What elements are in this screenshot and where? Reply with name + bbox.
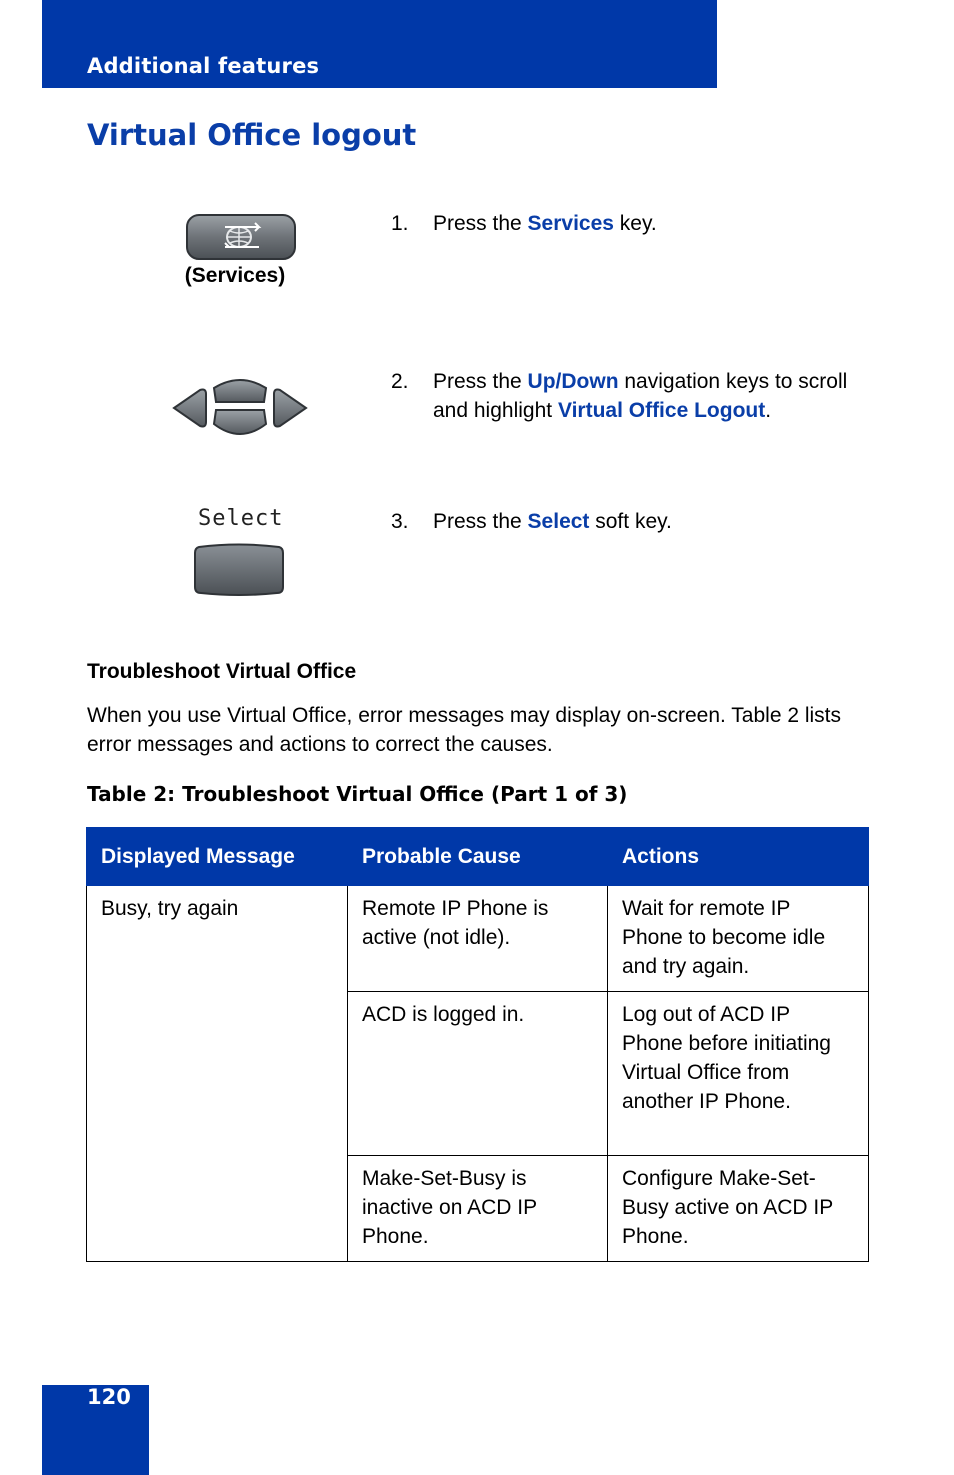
services-key-label: (Services) — [184, 264, 286, 287]
column-header: Actions — [608, 828, 869, 886]
probable-cause-cell: Remote IP Phone is active (not idle). — [348, 886, 608, 992]
step-key-name: Services — [527, 212, 614, 235]
page-title: Virtual Office logout — [87, 118, 417, 152]
probable-cause-cell: ACD is logged in. — [348, 992, 608, 1156]
table-caption: Table 2: Troubleshoot Virtual Office (Part 1 of 3) — [87, 782, 628, 806]
step-text-mid: navigation keys to scroll and highlight — [433, 370, 848, 422]
step-text-pre: Press the — [433, 212, 528, 235]
step-3 — [391, 507, 861, 536]
step-key-name: Up/Down — [527, 370, 619, 393]
column-header: Displayed Message — [87, 828, 348, 886]
select-soft-key-icon — [193, 543, 285, 602]
services-key-icon — [185, 213, 297, 266]
column-header: Probable Cause — [348, 828, 608, 886]
step-key-name: Select — [527, 510, 590, 533]
step-text-post: . — [765, 399, 772, 422]
table-header-row — [87, 828, 869, 886]
step-2 — [391, 367, 861, 425]
section-title: Additional features — [87, 54, 320, 78]
troubleshoot-intro: When you use Virtual Office, error messages may display on-screen. Table 2 lists error messages and actions to correct the causes. — [87, 704, 842, 756]
page-number: 120 — [87, 1385, 131, 1409]
step-text-pre: Press the — [433, 510, 528, 533]
step-text-post: soft key. — [589, 510, 672, 533]
table-row — [87, 886, 869, 992]
step-1 — [391, 209, 861, 238]
displayed-message-cell: Busy, try again — [87, 886, 348, 1262]
select-soft-key-label: Select — [198, 506, 284, 531]
action-cell: Configure Make-Set-Busy active on ACD IP Phone. — [608, 1156, 869, 1262]
header-bar — [42, 0, 717, 88]
troubleshoot-heading: Troubleshoot Virtual Office — [87, 660, 357, 683]
navigation-keys-icon — [170, 374, 310, 445]
step-number: 1. — [391, 212, 409, 235]
step-number: 3. — [391, 510, 409, 533]
troubleshoot-table — [86, 827, 869, 1262]
probable-cause-cell: Make-Set-Busy is inactive on ACD IP Phone. — [348, 1156, 608, 1262]
action-cell: Wait for remote IP Phone to become idle and try again. — [608, 886, 869, 992]
step-text-pre: Press the — [433, 370, 528, 393]
footer-bar — [42, 1385, 149, 1475]
step-text-post: key. — [613, 212, 657, 235]
action-cell: Log out of ACD IP Phone before initiating Virtual Office from another IP Phone. — [608, 992, 869, 1156]
step-menu-item: Virtual Office Logout — [557, 399, 766, 422]
step-number: 2. — [391, 370, 409, 393]
